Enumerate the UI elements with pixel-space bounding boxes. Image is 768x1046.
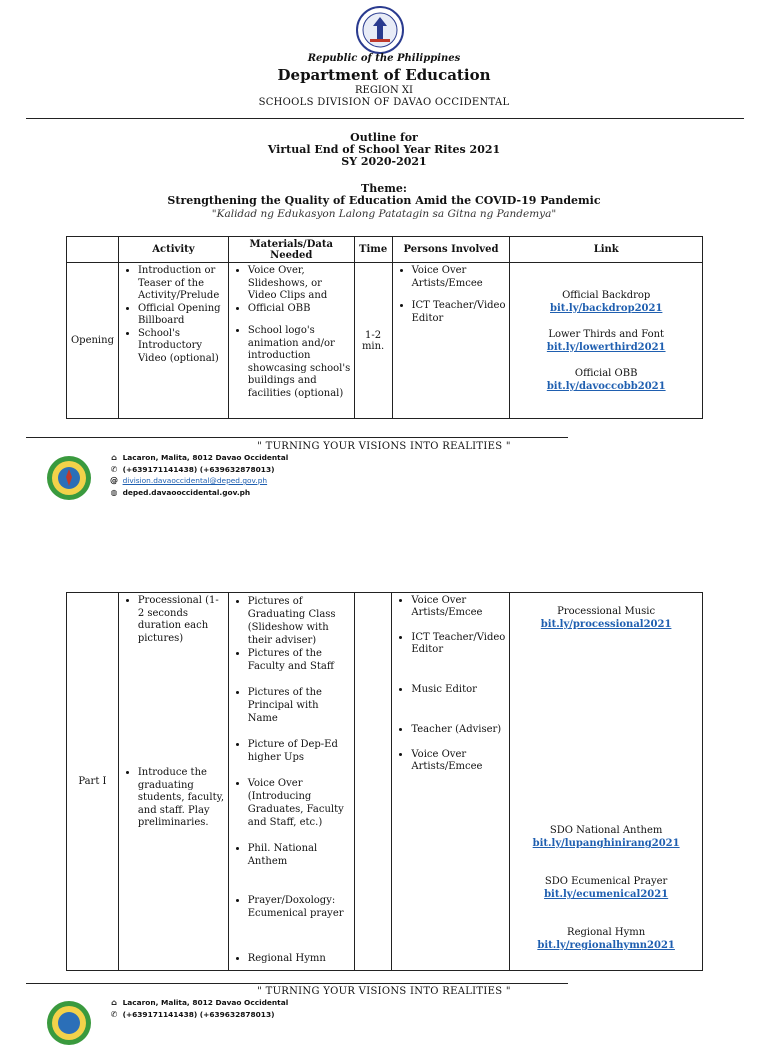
footer-phone: (+639171141438) (+639632878013) — [122, 1009, 275, 1019]
link-backdrop[interactable]: bit.ly/backdrop2021 — [550, 302, 663, 314]
list-item: • Music Editor — [411, 684, 506, 696]
link-label: Official Backdrop — [562, 289, 651, 301]
list-item: • Picture of Dep-Ed higher Ups — [248, 738, 351, 764]
link-label: Regional Hymn — [567, 927, 646, 938]
link-label: SDO National Anthem — [549, 825, 663, 836]
footer-contact — [108, 997, 288, 1020]
list-item: • Processional (1-2 seconds duration each pictures) — [138, 595, 225, 645]
link-label: Processional Music — [557, 606, 656, 617]
footer-divider — [26, 437, 568, 438]
header-blank — [67, 237, 119, 263]
outline-title-line1: Outline for — [350, 131, 418, 144]
department-heading: Department of Education — [277, 66, 491, 84]
table-row-part1 — [67, 593, 703, 971]
header-persons: Persons Involved — [392, 237, 510, 263]
list-item: • Voice Over Artists/Emcee — [411, 595, 506, 619]
list-item: • Introduce the graduating students, faculty, and staff. Play preliminaries. — [138, 767, 225, 830]
link-label: Official OBB — [574, 367, 638, 379]
link-processional[interactable]: bit.ly/processional2021 — [540, 619, 672, 630]
division-logo — [46, 455, 92, 501]
list-item: • Phil. National Anthem — [248, 842, 351, 868]
list-item: • Voice Over, Slideshows, or Video Clips and — [248, 265, 351, 303]
outline-title-line2: Virtual End of School Year Rites 2021 — [267, 143, 501, 156]
footer-phone: (+639171141438) (+639632878013) — [122, 464, 275, 474]
link-national-anthem[interactable]: bit.ly/lupanghinirang2021 — [532, 838, 680, 849]
division-logo — [46, 1000, 92, 1046]
list-item: • Voice Over Artists/Emcee — [411, 749, 506, 773]
header-link: Link — [510, 237, 703, 263]
footer-motto: " TURNING YOUR VISIONS INTO REALITIES " — [257, 986, 511, 997]
link-regional-hymn[interactable]: bit.ly/regionalhymn2021 — [537, 940, 675, 951]
home-icon: ⌂ — [111, 453, 117, 462]
link-lowerthird[interactable]: bit.ly/lowerthird2021 — [546, 341, 666, 353]
header-divider — [26, 118, 744, 119]
outline-title-line3: SY 2020-2021 — [341, 155, 427, 168]
theme-label: Theme: — [361, 182, 407, 195]
list-item: • Prayer/Doxology: Ecumenical prayer — [248, 894, 351, 920]
opening-time: 1-2 min. — [354, 263, 392, 419]
list-item: • Regional Hymn — [248, 952, 351, 965]
division-heading: SCHOOLS DIVISION OF DAVAO OCCIDENTAL — [258, 97, 510, 108]
list-item: • ICT Teacher/Video Editor — [412, 300, 507, 325]
home-icon: ⌂ — [111, 998, 117, 1007]
header-activity: Activity — [118, 237, 228, 263]
list-item: • Official OBB — [248, 303, 351, 316]
list-item: • Official Opening Billboard — [138, 303, 225, 328]
footer-address: Lacaron, Malita, 8012 Davao Occidental — [122, 998, 289, 1007]
phone-icon: ✆ — [110, 1009, 118, 1019]
email-icon: @ — [110, 476, 118, 485]
outline-table-part1 — [66, 592, 703, 971]
phone-icon: ✆ — [110, 464, 118, 474]
list-item: • ICT Teacher/Video Editor — [411, 632, 506, 656]
republic-heading: Republic of the Philippines — [307, 53, 461, 64]
globe-icon: ◍ — [110, 487, 118, 497]
link-obb[interactable]: bit.ly/davoccobb2021 — [546, 380, 666, 392]
table-row-opening — [67, 263, 703, 419]
header-materials: Materials/Data Needed — [228, 237, 354, 263]
link-ecumenical[interactable]: bit.ly/ecumenical2021 — [544, 889, 669, 900]
link-label: Lower Thirds and Font — [548, 328, 665, 340]
row-label-opening: Opening — [67, 263, 119, 419]
part1-time — [354, 593, 392, 971]
theme-subtitle: "Kalidad ng Edukasyon Lalong Patatagin sa Gitna ng Pandemya" — [211, 208, 557, 220]
row-label-part1: Part I — [67, 593, 119, 971]
footer-website[interactable]: deped.davaooccidental.gov.ph — [122, 487, 251, 497]
region-heading: REGION XI — [355, 85, 413, 96]
list-item: • Teacher (Adviser) — [411, 724, 506, 736]
list-item: • Pictures of the Faculty and Staff — [248, 647, 351, 673]
footer-email[interactable]: division.davaoccidental@deped.gov.ph — [122, 476, 268, 485]
table-header-row — [67, 237, 703, 263]
list-item: • School's Introductory Video (optional) — [138, 328, 225, 366]
list-item: • Voice Over (Introducing Graduates, Faculty and Staff, etc.) — [248, 777, 351, 829]
footer-contact — [108, 452, 288, 498]
list-item: • Pictures of the Principal with Name — [248, 686, 351, 725]
header-time: Time — [354, 237, 392, 263]
list-item: • Introduction or Teaser of the Activity/Prelude — [138, 265, 225, 303]
link-label: SDO Ecumenical Prayer — [544, 876, 668, 887]
list-item: • Pictures of Graduating Class (Slideshow with their adviser) — [248, 595, 351, 647]
deped-seal-logo — [356, 6, 404, 54]
footer-divider — [26, 983, 568, 984]
theme-text: Strengthening the Quality of Education Amid the COVID-19 Pandemic — [167, 194, 601, 207]
list-item: • Voice Over Artists/Emcee — [412, 265, 507, 290]
list-item: • School logo's animation and/or introduction showcasing school's buildings and facilities (optional) — [248, 325, 351, 400]
outline-table-opening — [66, 236, 703, 419]
footer-address: Lacaron, Malita, 8012 Davao Occidental — [122, 453, 289, 462]
footer-motto: " TURNING YOUR VISIONS INTO REALITIES " — [257, 441, 511, 452]
